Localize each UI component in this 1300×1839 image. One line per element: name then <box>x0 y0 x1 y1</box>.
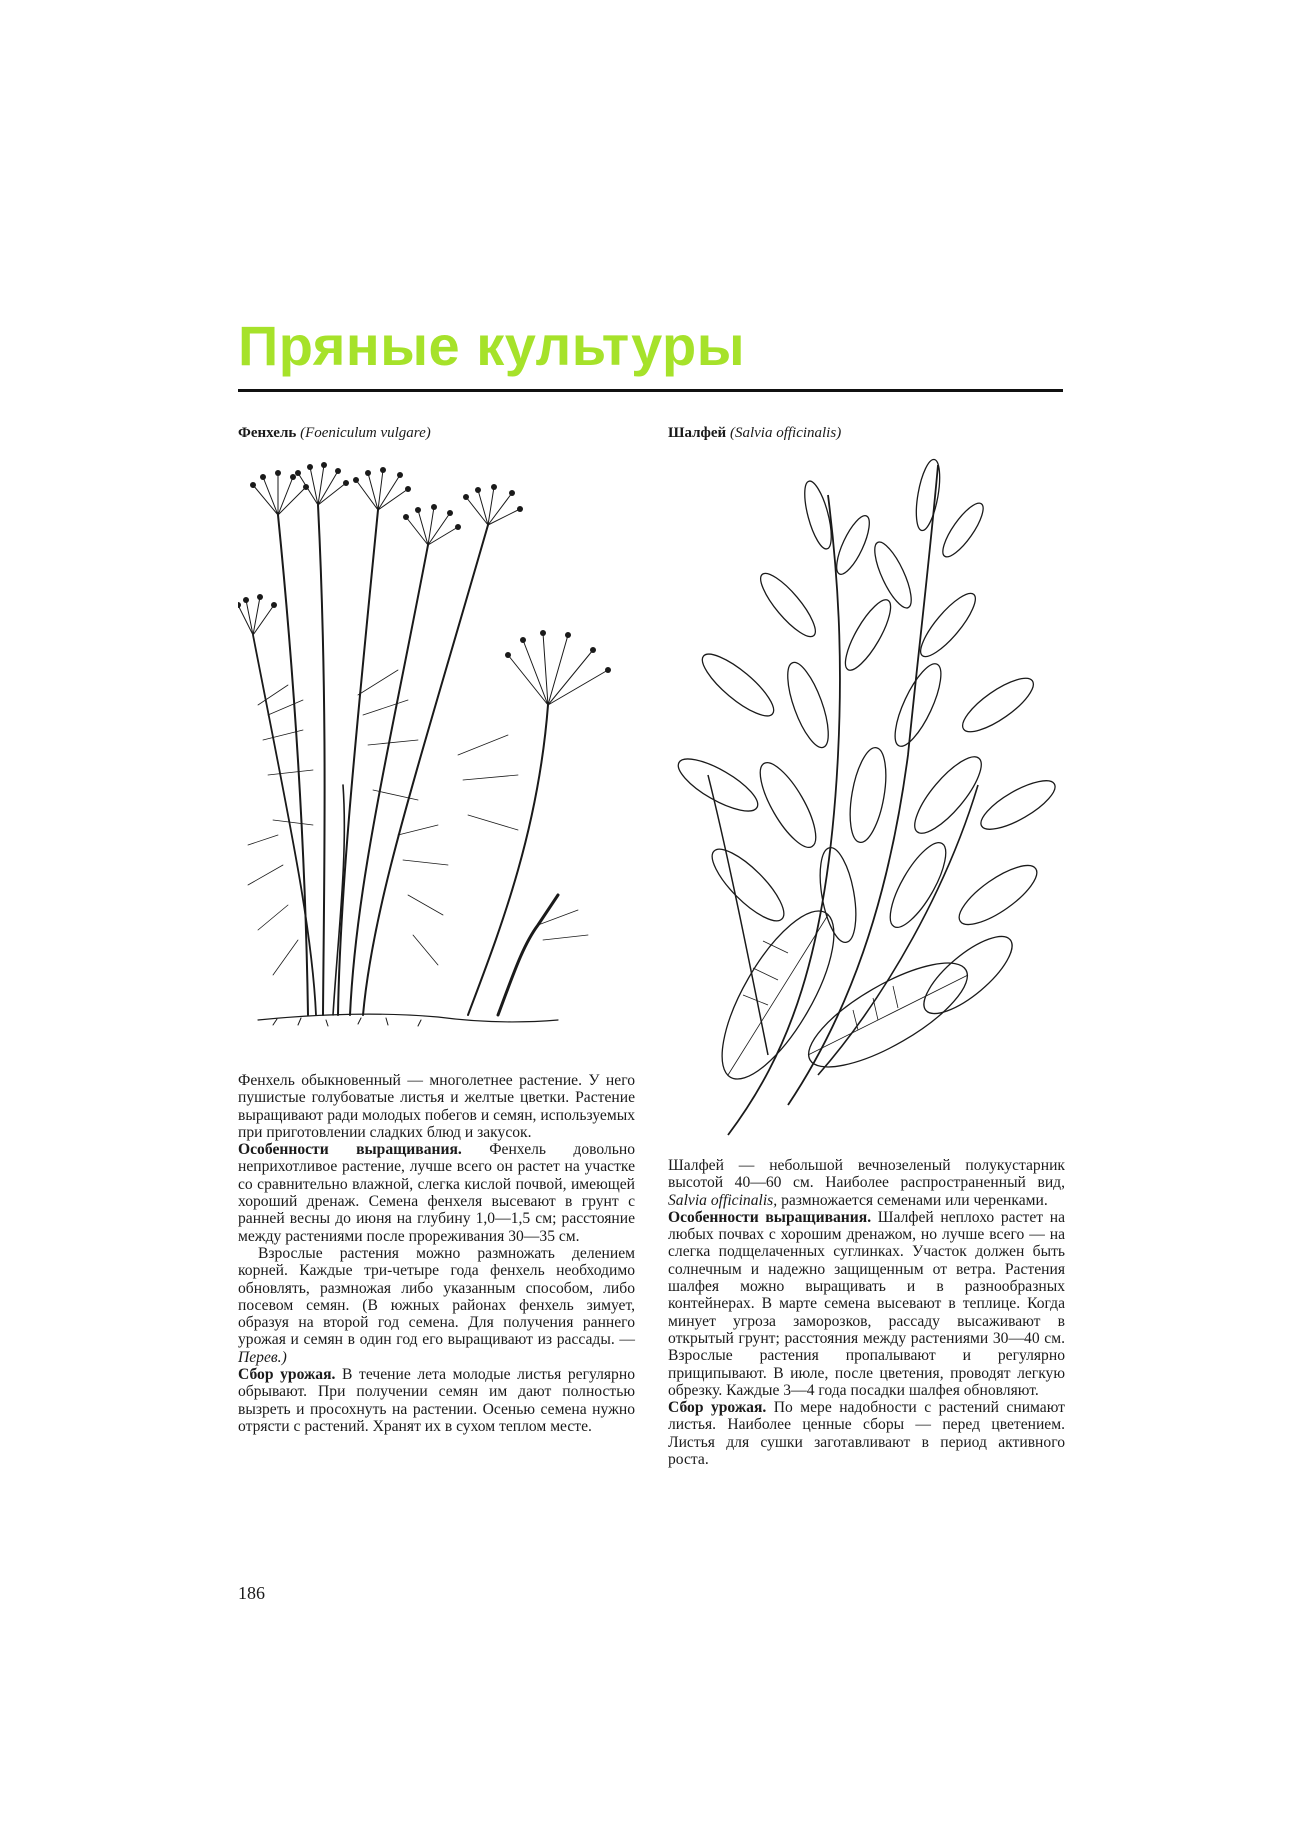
sage-harvest-paragraph <box>668 1399 1065 1468</box>
sage-plant-drawing-icon <box>668 455 1068 1145</box>
fennel-cultivation-paragraph <box>238 1141 635 1245</box>
sage-intro-latin: Salvia officinalis, <box>668 1191 778 1209</box>
page-number: 186 <box>238 1583 265 1603</box>
fennel-name: Фенхель <box>238 425 297 441</box>
fennel-heading <box>238 424 431 442</box>
sage-cultivation-heading: Особенности выращивания. <box>668 1208 872 1226</box>
fennel-cultivation-heading: Особенности выращивания. <box>238 1141 462 1159</box>
fennel-text-column <box>238 1072 635 1435</box>
page-title: Пряные культуры <box>238 314 746 377</box>
sage-harvest-text: По мере надобности с растений снимают листья. Наиболее ценные сборы — перед цветением. Листья для сушки заготавливают в период активного роста. <box>668 1399 1065 1469</box>
fennel-latin-name: (Foeniculum vulgare) <box>300 425 431 441</box>
sage-name: Шалфей <box>668 425 727 441</box>
fennel-propagation-text: Взрослые растения можно размножать делением корней. Каждые три-четыре года фенхель необходимо обновлять, размножая либо указанным способом, либо посевом семян. (В южных районах фенхель зимует, образуя на второй год семена. Для получения раннего урожая и семян в один год его выращивают из рассады. — <box>238 1244 635 1349</box>
fennel-harvest-text: В течение лета молодые листья регулярно обрывают. При получении семян им дают полностью вызреть и просохнуть на растении. Осенью семена нужно отрясти с растений. Хранят их в сухом теплом месте. <box>238 1366 635 1435</box>
fennel-propagation-paragraph <box>238 1245 635 1366</box>
fennel-plant-drawing-icon <box>238 455 658 1030</box>
sage-heading <box>668 424 841 442</box>
sage-cultivation-paragraph <box>668 1209 1065 1399</box>
fennel-translator-note: Перев.) <box>238 1348 287 1366</box>
fennel-intro: Фенхель обыкновенный — многолетнее растение. У него пушистые голубоватые листья и желтые цветки. Растение выращивают ради молодых побегов и семян, используемых при приготовлении сладких блюд и закусок. <box>238 1072 635 1141</box>
title-divider <box>238 389 1063 392</box>
sage-latin-name: (Salvia officinalis) <box>729 425 842 441</box>
sage-text-column <box>668 1157 1065 1468</box>
sage-intro <box>668 1157 1065 1209</box>
sage-intro-after: размножается семенами или черенками. <box>781 1191 1048 1209</box>
fennel-harvest-paragraph <box>238 1366 635 1435</box>
sage-intro-before: Шалфей — небольшой вечнозеленый полукустарник высотой 40—60 см. Наиболее распространенный вид, <box>668 1157 1065 1192</box>
sage-cultivation-text: Шалфей неплохо растет на любых почвах с хорошим дренажом, но лучше всего — на слегка подщелаченных суглинках. Участок должен быть солнечным и надежно защищенным от ветра. Растения шалфея можно выращивать и в разнообразных контейнерах. В марте семена высевают в теплице. Когда минует угроза заморозков, рассаду высаживают в открытый грунт; расстояния между растениями 30—40 см. Взрослые растения пропалывают и регулярно прищипывают. В июле, после цветения, проводят легкую обрезку. Каждые 3—4 года посадки шалфея обновляют. <box>668 1208 1065 1399</box>
sage-harvest-heading: Сбор урожая. <box>668 1399 767 1417</box>
fennel-harvest-heading: Сбор урожая. <box>238 1366 336 1384</box>
fennel-cultivation-text: Фенхель довольно неприхотливое растение, лучше всего он растет на участке со сравнительно влажной, слегка кислой почвой, имеющей хороший дренаж. Семена фенхеля высевают в грунт с ранней весны до июня на глубину 1,0—1,5 см; расстояние между растениями после прореживания 30—35 см. <box>238 1141 636 1245</box>
